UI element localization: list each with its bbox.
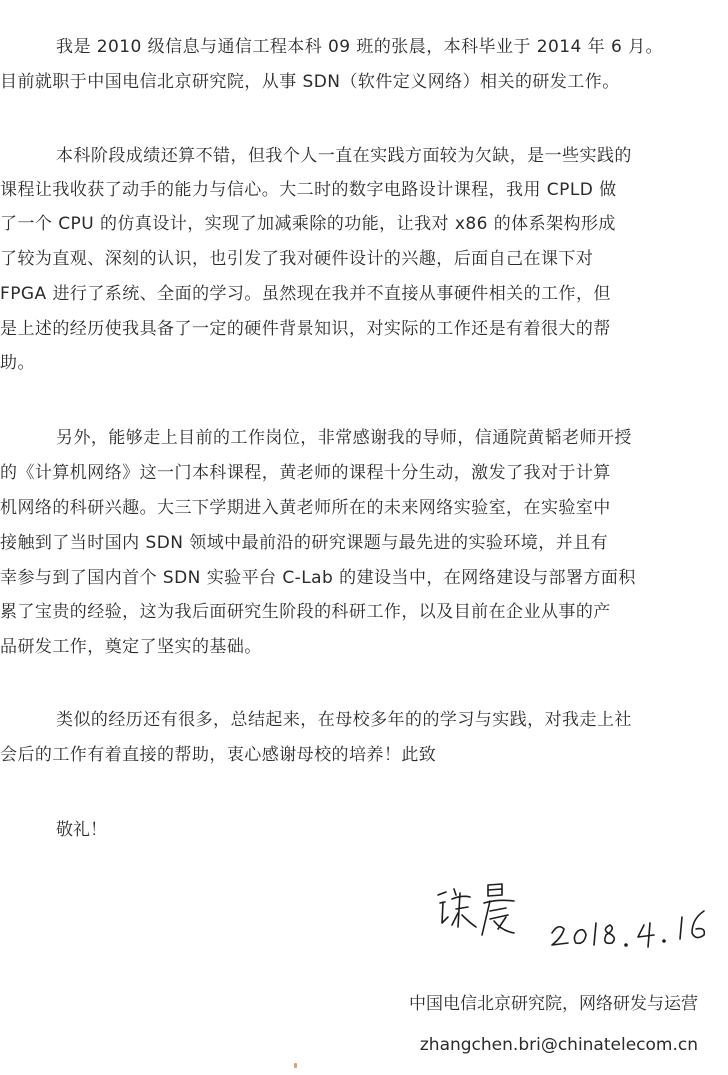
paragraph-line: 目前就职于中国电信北京研究院，从事 SDN（软件定义网络）相关的研发工作。 — [0, 72, 620, 92]
paragraph-line: 另外，能够走上目前的工作岗位，非常感谢我的导师，信通院黄韬老师开授 — [56, 428, 632, 448]
paragraph-line: 本科阶段成绩还算不错，但我个人一直在实践方面较为欠缺，是一些实践的 — [56, 146, 632, 166]
paragraph-line: 是上述的经历使我具备了一定的硬件背景知识，对实际的工作还是有着很大的帮 — [0, 319, 611, 339]
organization: 中国电信北京研究院，网络研发与运营 — [409, 994, 698, 1014]
handwritten-signature — [430, 875, 720, 955]
scan-speck — [294, 1063, 297, 1068]
paragraph-line: 品研发工作，奠定了坚实的基础。 — [0, 637, 262, 657]
paragraph-line: 了较为直观、深刻的认识，也引发了我对硬件设计的兴趣，后面自己在课下对 — [0, 249, 594, 269]
signature-date — [552, 911, 704, 947]
paragraph-line: 累了宝贵的经验，这为我后面研究生阶段的科研工作，以及目前在企业从事的产 — [0, 602, 611, 622]
paragraph-line: 会后的工作有着直接的帮助，衷心感谢母校的培养！此致 — [0, 745, 437, 765]
signature-name — [438, 884, 514, 935]
closing-salutation: 敬礼！ — [56, 820, 107, 840]
paragraph-line: 课程让我收获了动手的能力与信心。大二时的数字电路设计课程，我用 CPLD 做 — [0, 180, 617, 200]
paragraph-line: 幸参与到了国内首个 SDN 实验平台 C-Lab 的建设当中，在网络建设与部署方面积 — [0, 568, 636, 588]
paragraph-line: 的《计算机网络》这一门本科课程，黄老师的课程十分生动，激发了我对于计算 — [0, 463, 611, 483]
paragraph-line: 接触到了当时国内 SDN 领域中最前沿的研究课题与最先进的实验环境，并且有 — [0, 533, 609, 553]
paragraph-line: 我是 2010 级信息与通信工程本科 09 班的张晨，本科毕业于 2014 年 6 月。 — [56, 37, 664, 57]
paragraph-line: FPGA 进行了系统、全面的学习。虽然现在我并不直接从事硬件相关的工作，但 — [0, 284, 611, 304]
email: zhangchen.bri@chinatelecom.cn — [419, 1035, 698, 1055]
paragraph-line: 助。 — [0, 353, 35, 373]
paragraph-line: 类似的经历还有很多，总结起来，在母校多年的的学习与实践，对我走上社 — [56, 710, 632, 730]
paragraph-line: 机网络的科研兴趣。大三下学期进入黄老师所在的未来网络实验室，在实验室中 — [0, 498, 611, 518]
paragraph-line: 了一个 CPU 的仿真设计，实现了加减乘除的功能，让我对 x86 的体系架构形成 — [0, 214, 616, 234]
